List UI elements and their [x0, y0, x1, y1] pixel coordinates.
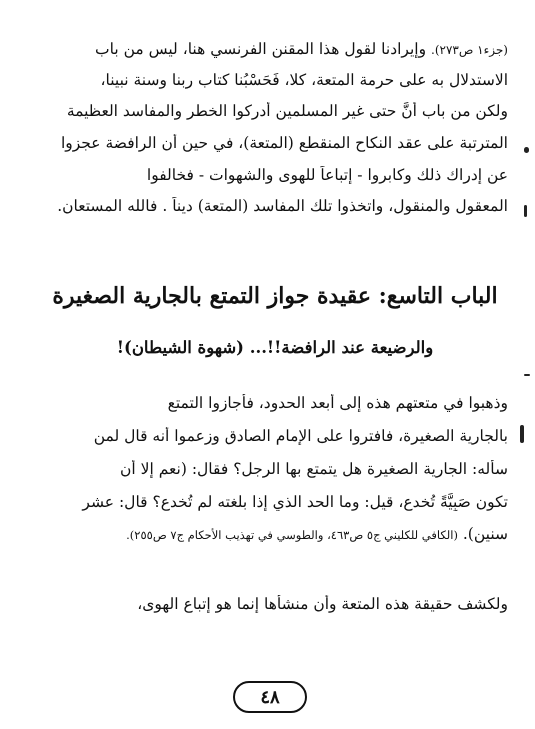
text-line: ولكن من باب أنَّ حتى غير المسلمين أدركوا الخطر والمفاسد العظيمة — [66, 102, 508, 120]
chapter-heading: الباب التاسع: عقيدة جواز التمتع بالجارية الصغيرة — [52, 283, 498, 309]
margin-mark — [524, 374, 530, 376]
paragraph-intro — [52, 40, 508, 260]
text-line: سأله: الجارية الصغيرة هل يتمتع بها الرجل؟ فقال: (نعم إلا أن — [120, 460, 508, 478]
text-line: بالجارية الصغيرة، فافتروا على الإمام الصادق وزعموا أنه قال لمن — [93, 427, 508, 445]
text-line — [52, 525, 508, 543]
text-segment: سنين). — [462, 525, 508, 543]
chapter-subheading: والرضيعة عند الرافضة!!... (شهوة الشيطان)! — [116, 338, 434, 357]
paragraph-closing — [52, 595, 508, 625]
text-line: وذهبوا في متعتهم هذه إلى أبعد الحدود، فأجازوا التمتع — [167, 394, 508, 412]
paragraph-main — [52, 394, 508, 574]
text-segment: وإيرادنا لقول هذا المقنن الفرنسي هنا، ليس من باب — [95, 40, 427, 58]
text-line: المعقول والمنقول، واتخذوا تلك المفاسد (المتعة) ديناً . فالله المستعان. — [57, 197, 508, 215]
margin-mark — [524, 147, 529, 153]
text-line: الاستدلال به على حرمة المتعة، كلا، فَحَسْبُنا كتاب ربنا وسنة نبينا، — [100, 71, 508, 89]
text-line: ولكشف حقيقة هذه المتعة وأن منشأها إنما هو إتباع الهوى، — [137, 595, 508, 613]
text-line — [52, 40, 508, 58]
citation-ref: (جزء١ ص٢٧٣). — [431, 43, 508, 57]
text-line: عن إدراك ذلك وكابروا - إتباعاً للهوى والشهوات - فخالفوا — [146, 166, 508, 184]
page-number: ٤٨ — [233, 681, 307, 713]
text-line: المترتبة على عقد النكاح المنقطع (المتعة)، في حين أن الرافضة عجزوا — [60, 134, 508, 152]
text-line: تكون صَبِيَّةً تُخدع، قيل: وما الحد الذي إذا بلغته لم تُخدع؟ قال: عشر — [82, 493, 508, 511]
margin-mark — [520, 425, 524, 443]
citation-ref: (الكافي للكليني ج٥ ص٤٦٣، والطوسي في تهذيب الأحكام ج٧ ص٢٥٥). — [126, 528, 458, 542]
margin-mark — [524, 205, 527, 217]
